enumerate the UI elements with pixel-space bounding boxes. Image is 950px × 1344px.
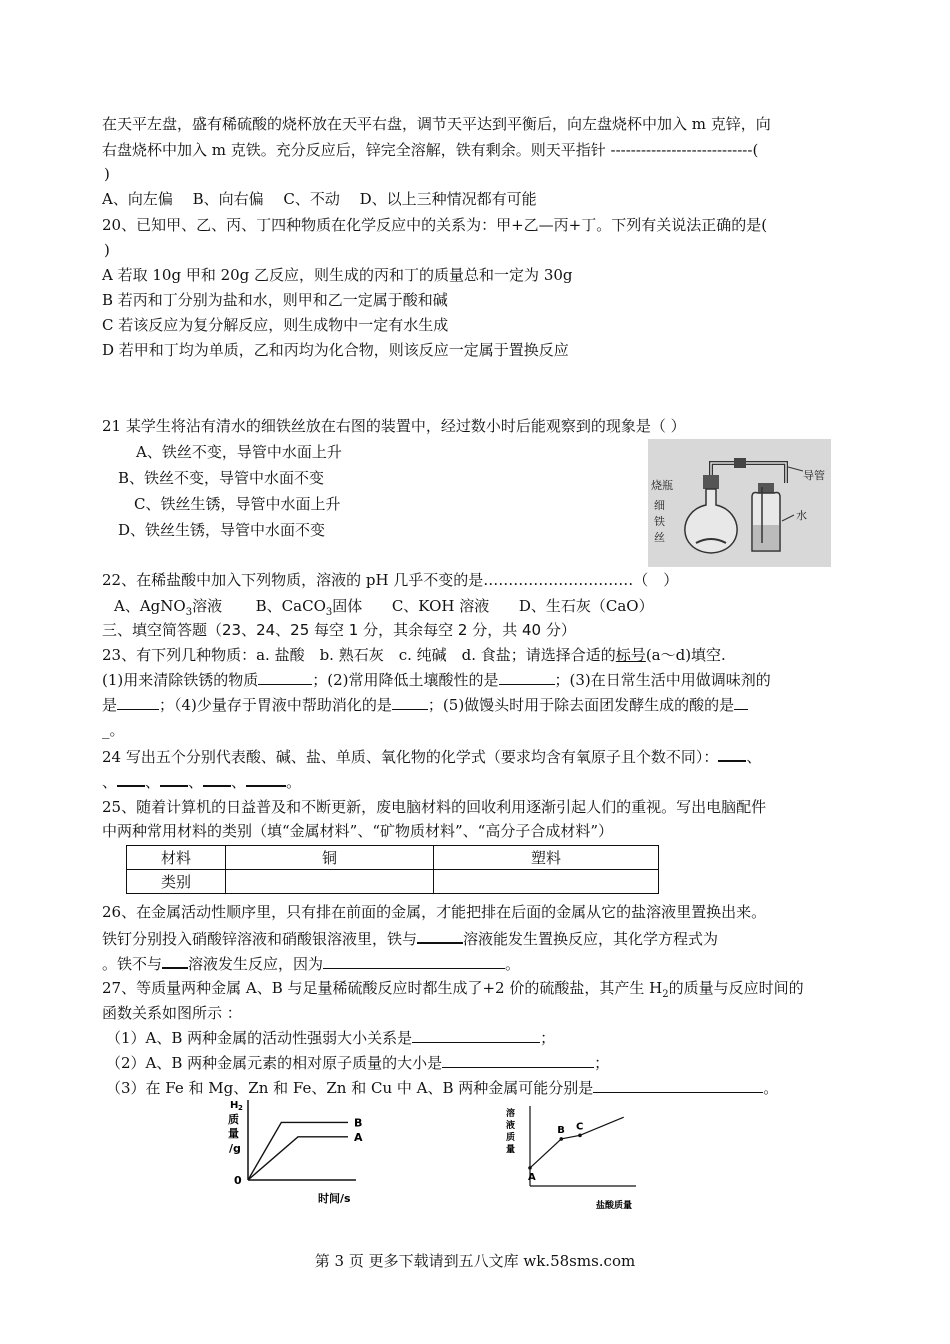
q21-apparatus-figure (648, 439, 831, 567)
q21-stem: 21 某学生将沾有清水的细铁丝放在右图的装置中，经过数小时后能观察到的现象是（ ） (102, 417, 686, 435)
q24-blank-5[interactable] (246, 771, 286, 787)
q22-options (114, 596, 654, 623)
h2-mass-time-chart (226, 1096, 376, 1210)
q27-line1: 27、等质量两种金属 A、B 与足量稀硫酸反应时都生成了+2 价的硫酸盐，其产生 $H_2$的质量与反应时间的 (102, 979, 804, 1000)
y-axis-label-zhi: 质 (228, 1113, 239, 1126)
q22-option-a: A、AgNO$_3$溶液 (114, 597, 223, 618)
q20-option-a: A 若取 10g 甲和 20g 乙反应，则生成的丙和丁的质量总和一定为 30g (102, 266, 573, 284)
q27-blank-2[interactable] (442, 1053, 594, 1068)
q25-line2: 中两种常用材料的类别（填“金属材料”、“矿物质材料”、“高分子合成材料”） (102, 822, 614, 840)
table-row (127, 846, 659, 870)
y-axis-label-char: 质 (506, 1133, 516, 1143)
q27-part3: （3）在 Fe 和 Mg、Zn 和 Fe、Zn 和 Cu 中 A、B 两种金属可能分别是 。 (106, 1079, 779, 1097)
q23-blank-3[interactable] (117, 695, 159, 710)
fig-label-flask: 烧瓶 (651, 479, 673, 492)
q21-option-a: A、铁丝不变，导管中水面上升 (136, 443, 342, 461)
section3-heading: 三、填空简答题（23、24、25 每空 1 分，其余每空 2 分，共 40 分） (102, 621, 576, 639)
series-label-A: A (354, 1130, 363, 1144)
q26-line3: 。铁不与 溶液发生反应，因为 。 (102, 955, 521, 973)
q22-stem: 22、在稀盐酸中加入下列物质，溶液的 pH 几乎不变的是…………………………（ ） (102, 571, 679, 589)
q27-blank-1[interactable] (412, 1028, 540, 1043)
q24-blank-2[interactable] (117, 771, 145, 787)
table-cell-copper-category[interactable] (226, 870, 434, 894)
y-axis-label-liang: 量 (228, 1127, 239, 1140)
table-cell-plastic-category[interactable] (434, 870, 659, 894)
solution-mass-chart (502, 1100, 642, 1210)
q24-line1: 24 写出五个分别代表酸、碱、盐、单质、氧化物的化学式（要求均含有氧原子且个数不同）： 、 (102, 748, 762, 766)
series-label-B: B (354, 1116, 363, 1130)
q27-line2: 函数关系如图所示 ： (102, 1004, 242, 1022)
q20-option-d: D 若甲和丁均为单质，乙和丙均为化合物，则该反应一定属于置换反应 (102, 341, 569, 359)
q24-blank-4[interactable] (203, 771, 231, 787)
page-footer: 第 3 页 更多下载请到五八文库 wk.58sms.com (314, 1252, 636, 1270)
data-point-A (528, 1166, 532, 1170)
q20-option-b: B 若丙和丁分别为盐和水，则甲和乙一定属于酸和碱 (102, 291, 448, 309)
q23-line1: 23、有下列几种物质：a. 盐酸 b. 熟石灰 c. 纯碱 d. 食盐；请选择合适的标号(a～d)填空. (102, 646, 726, 664)
q27-blank-3[interactable] (593, 1078, 763, 1093)
q20-stem2: ) (104, 241, 110, 259)
q23-blank-5[interactable] (734, 695, 748, 710)
fig-label-wire2: 铁 (654, 515, 665, 528)
fig-label-water: 水 (796, 509, 807, 522)
series-line-A (248, 1137, 348, 1180)
q26-line1: 26、在金属活动性顺序里，只有排在前面的金属，才能把排在后面的金属从它的盐溶液里置换出来。 (102, 903, 767, 921)
q22-option-b: B、CaCO$_3$固体 (255, 597, 363, 618)
table-row (127, 870, 659, 894)
point-label-C: C (576, 1121, 584, 1133)
q21-option-b: B、铁丝不变，导管中水面不变 (118, 469, 325, 487)
q24-blank-3[interactable] (160, 771, 188, 787)
q26-line2: 铁钉分别投入硝酸锌溶液和硝酸银溶液里，铁与 溶液能发生置换反应，其化学方程式为 (102, 930, 719, 948)
q26-blank-2[interactable] (162, 953, 188, 969)
q19-line1: 在天平左盘，盛有稀硫酸的烧杯放在天平右盘，调节天平达到平衡后，向左盘烧杯中加入 m 克锌，向 (102, 115, 771, 133)
q25-material-table (126, 845, 659, 894)
q19-line3: ) (104, 165, 110, 183)
x-axis-label: 时间/s (318, 1192, 351, 1205)
q22-option-d: D、生石灰（CaO） (518, 597, 654, 615)
q23-blank-2[interactable] (499, 670, 555, 685)
q26-blank-3[interactable] (323, 954, 505, 969)
y-axis-label-char: 溶 (506, 1109, 516, 1119)
data-point-B (559, 1137, 563, 1141)
point-label-B: B (557, 1124, 565, 1136)
q23-line2: (1)用来清除铁锈的物质 ；(2)常用降低土壤酸性的是 ；(3)在日常生活中用做调味剂的 (102, 671, 771, 689)
q19-line2: 右盘烧杯中加入 m 克铁。充分反应后，锌完全溶解，铁有剩余。则天平指针 ----------------------------( (102, 141, 759, 159)
q23-blank-4[interactable] (392, 695, 428, 710)
q24-line2: 、 、 、 、 。 (102, 773, 302, 791)
q24-blank-1[interactable] (718, 746, 746, 762)
y-axis-label-unit: /g (229, 1142, 241, 1155)
q23-blank-1[interactable] (258, 670, 312, 685)
fig-label-tube: 导管 (803, 469, 825, 482)
y-axis-label-char: 液 (506, 1121, 516, 1131)
y-axis-label-h2: H (230, 1100, 239, 1111)
q27-part1: （1）A、B 两种金属的活动性强弱大小关系是 ； (106, 1029, 556, 1047)
table-header-plastic: 塑料 (434, 846, 659, 870)
q20-option-c: C 若该反应为复分解反应，则生成物中一定有水生成 (102, 316, 449, 334)
series-line-B (248, 1122, 348, 1180)
q22-option-c: C、KOH 溶液 (391, 597, 490, 615)
fig-label-wire3: 丝 (654, 531, 665, 544)
point-label-A: A (528, 1171, 536, 1183)
q25-line1: 25、随着计算机的日益普及和不断更新，废电脑材料的回收利用逐渐引起人们的重视。写出电脑配件 (102, 798, 767, 816)
q21-option-d: D、铁丝生锈，导管中水面不变 (118, 521, 326, 539)
table-header-material: 材料 (127, 846, 226, 870)
table-header-copper: 铜 (226, 846, 434, 870)
origin-label: 0 (234, 1174, 242, 1187)
q19-options: A、向左偏 B、向右偏 C、不动 D、以上三种情况都有可能 (102, 190, 537, 208)
q23-line3: 是 ；（4)少量存于胃液中帮助消化的是 ；(5)做馒头时用于除去面团发酵生成的酸的是 (102, 695, 748, 715)
table-row-label-category: 类别 (127, 870, 226, 894)
q23-line4: _。 (102, 721, 125, 739)
q26-blank-1[interactable] (417, 928, 463, 944)
y-axis-label-sub: 2 (238, 1104, 243, 1112)
fig-label-wire1: 细 (654, 499, 665, 512)
q21-option-c: C、铁丝生锈，导管中水面上升 (134, 495, 341, 513)
x-axis-label: 盐酸质量 (596, 1201, 633, 1210)
data-point-C (578, 1134, 582, 1138)
q20-stem: 20、已知甲、乙、丙、丁四种物质在化学反应中的关系为：甲+乙—丙+丁。下列有关说法正确的是( (102, 216, 768, 234)
q27-part2: （2）A、B 两种金属元素的相对原子质量的大小是 ； (106, 1054, 610, 1072)
y-axis-label-char: 量 (506, 1145, 516, 1155)
